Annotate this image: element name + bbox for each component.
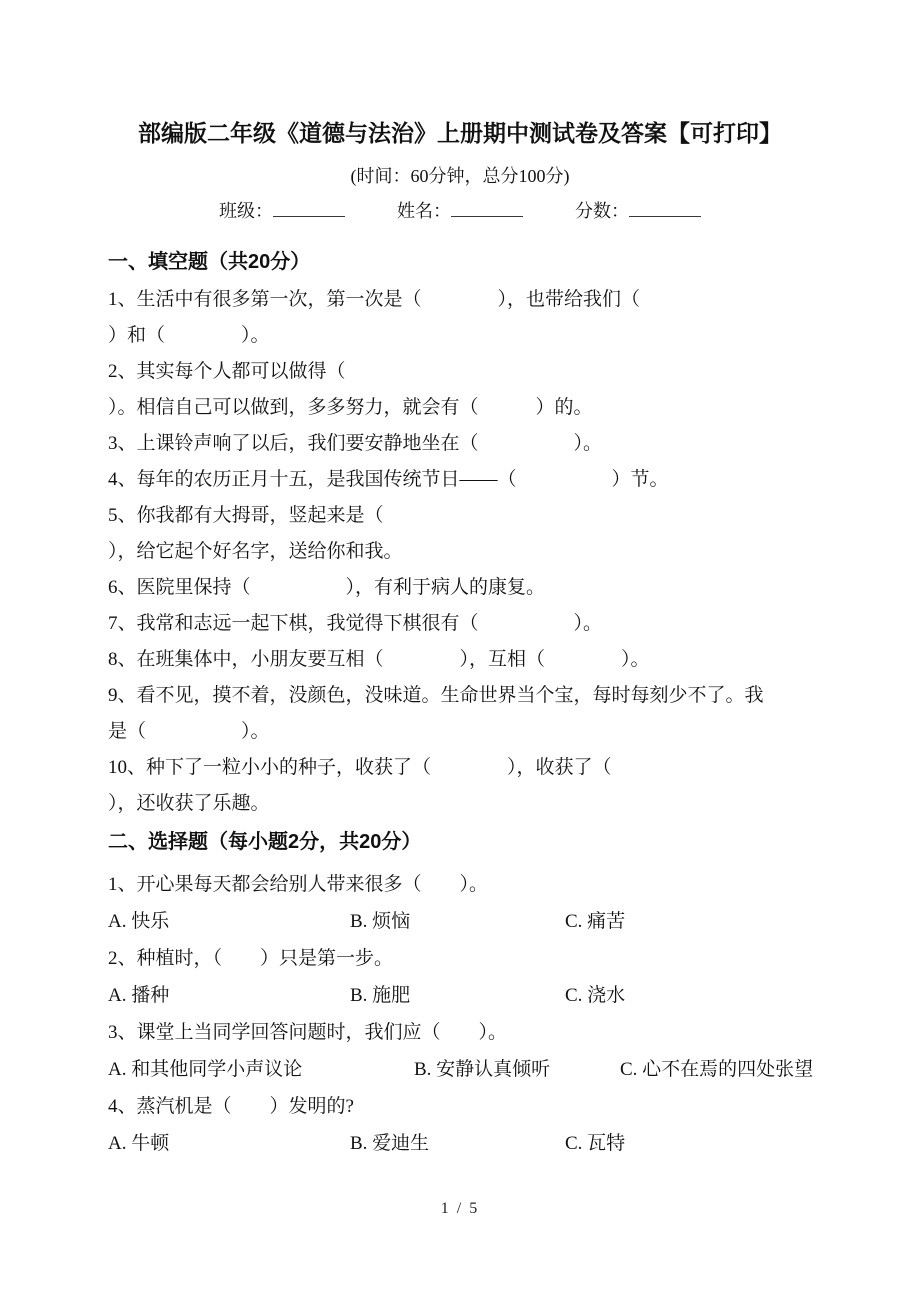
fill-blank-line: 3、上课铃声响了以后，我们要安静地坐在（ ）。 [108, 433, 603, 454]
fill-blank-line: 10、种下了一粒小小的种子，收获了（ ），收获了（ [108, 757, 612, 778]
fill-blank-line: 1、生活中有很多第一次，第一次是（ ），也带给我们（ [108, 289, 641, 310]
fill-blank-line: 6、医院里保持（ ），有利于病人的康复。 [108, 577, 546, 598]
choice-option: A. 快乐 [108, 911, 170, 932]
choice-options-row [108, 1125, 860, 1162]
fill-blank-line: 2、其实每个人都可以做得（ [108, 361, 346, 382]
choice-question: 4、蒸汽机是（ ）发明的? [108, 1096, 354, 1117]
fill-blank-line: 9、看不见，摸不着，没颜色，没味道。生命世界当个宝，每时每刻少不了。我 [108, 685, 764, 706]
fill-blank-line: 7、我常和志远一起下棋，我觉得下棋很有（ ）。 [108, 613, 603, 634]
fill-blank-line: ），还收获了乐趣。 [108, 793, 270, 814]
fill-blank-line: ）。相信自己可以做到，多多努力，就会有（ ）的。 [108, 397, 593, 418]
choice-option: A. 牛顿 [108, 1133, 170, 1154]
choice-question: 1、开心果每天都会给别人带来很多（ ）。 [108, 874, 489, 895]
choice-option: B. 爱迪生 [350, 1133, 430, 1154]
choice-option: C. 痛苦 [565, 911, 626, 932]
fill-blank-line: 5、你我都有大拇哥，竖起来是（ [108, 505, 384, 526]
choice-options-row [108, 1051, 860, 1088]
page-title: 部编版二年级《道德与法治》上册期中测试卷及答案【可打印】 [138, 120, 782, 146]
name-field-label: 姓名： [397, 201, 451, 221]
fill-blank-line: 4、每年的农历正月十五，是我国传统节日——（ ）节。 [108, 469, 669, 490]
multiple-choice-section [108, 866, 860, 1162]
class-field-blank [273, 201, 345, 217]
choice-question: 3、课堂上当同学回答问题时，我们应（ ）。 [108, 1022, 508, 1043]
score-field [575, 200, 701, 222]
class-field [219, 200, 345, 222]
choice-options-row [108, 903, 860, 940]
choice-option: C. 瓦特 [565, 1133, 626, 1154]
choice-option: B. 烦恼 [350, 911, 411, 932]
class-field-label: 班级： [219, 201, 273, 221]
fill-blank-section [108, 282, 860, 822]
section-1-heading: 一、填空题（共20分） [108, 251, 311, 273]
choice-option: A. 和其他同学小声议论 [108, 1059, 303, 1080]
name-field [397, 200, 523, 222]
fill-blank-line: 8、在班集体中，小朋友要互相（ ），互相（ ）。 [108, 649, 650, 670]
student-fields-row [0, 200, 920, 222]
choice-option: B. 安静认真倾听 [414, 1059, 551, 1080]
fill-blank-line: 是（ ）。 [108, 721, 270, 742]
page-number: 1 / 5 [440, 1200, 480, 1217]
section-2-heading: 二、选择题（每小题2分，共20分） [108, 831, 422, 853]
exam-body [0, 249, 920, 1162]
score-field-blank [629, 201, 701, 217]
exam-info: (时间：60分钟，总分100分) [350, 166, 570, 186]
fill-blank-line: ）和（ ）。 [108, 325, 270, 346]
choice-option: A. 播种 [108, 985, 170, 1006]
score-field-label: 分数： [575, 201, 629, 221]
name-field-blank [451, 201, 523, 217]
choice-option: B. 施肥 [350, 985, 411, 1006]
fill-blank-line: ），给它起个好名字，送给你和我。 [108, 541, 403, 562]
choice-option: C. 心不在焉的四处张望 [620, 1059, 814, 1080]
choice-question: 2、种植时，（ ）只是第一步。 [108, 948, 394, 969]
choice-options-row [108, 977, 860, 1014]
choice-option: C. 浇水 [565, 985, 626, 1006]
